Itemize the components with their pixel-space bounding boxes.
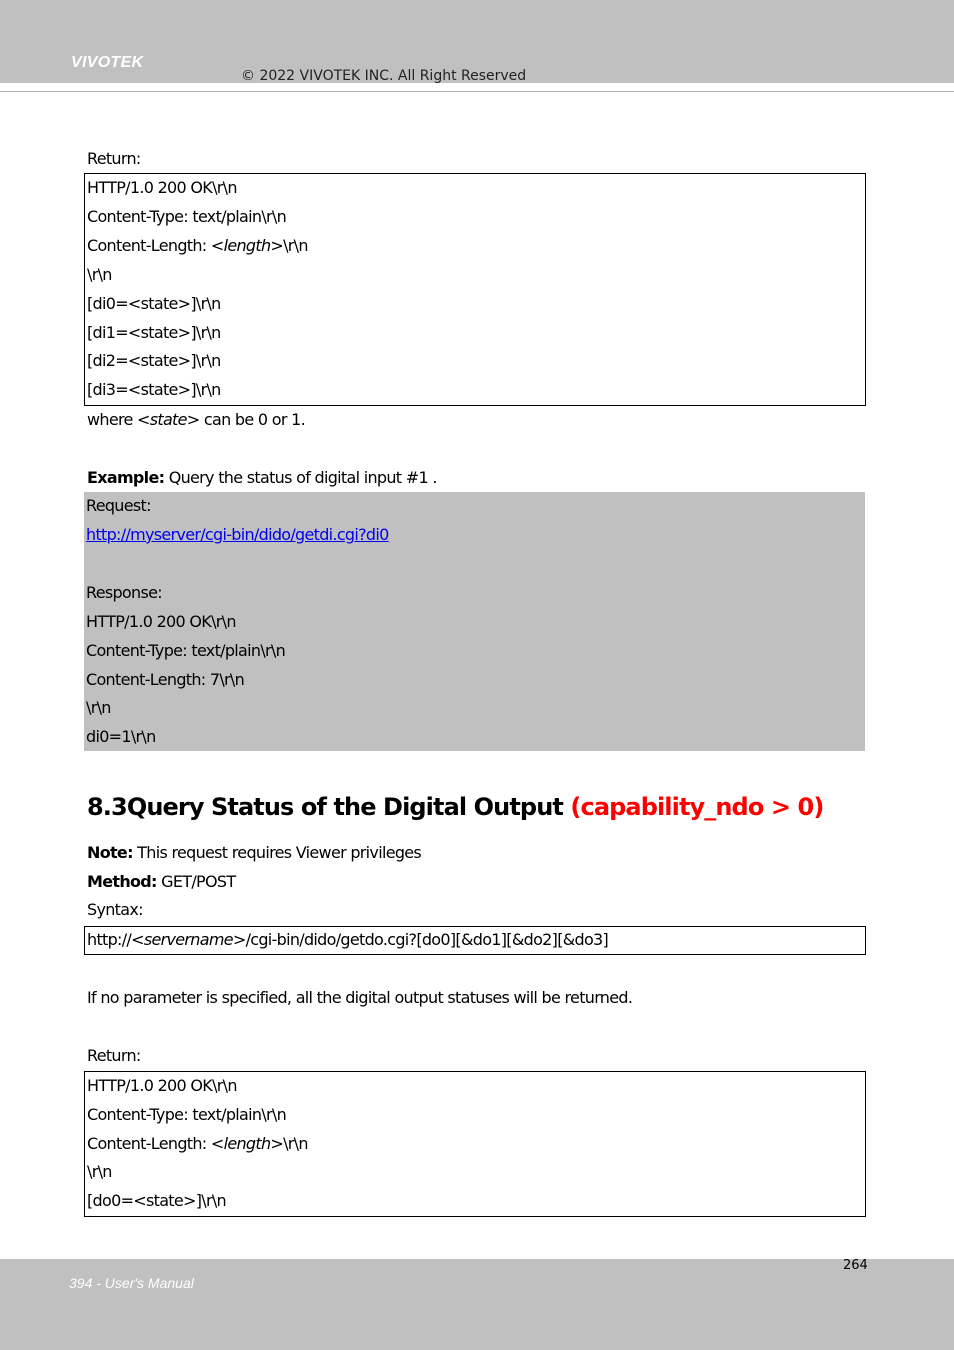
- return-code-box: [84, 173, 866, 406]
- header-divider: [0, 91, 954, 92]
- response-line: Content-Length: 7\r\n: [86, 670, 245, 689]
- return-label: Return:: [87, 149, 141, 168]
- example-intro: Example: Query the status of digital input #1 .: [87, 468, 437, 487]
- code-line: HTTP/1.0 200 OK\r\n: [87, 1076, 237, 1095]
- response-label: Response:: [86, 583, 162, 602]
- page-footer: [0, 1259, 954, 1350]
- manual-page-label: 394 - User's Manual: [69, 1275, 194, 1291]
- syntax-box: [84, 926, 866, 955]
- method-line: Method: GET/POST: [87, 872, 236, 891]
- copyright-notice: © 2022 VIVOTEK INC. All Right Reserved: [241, 68, 527, 84]
- example-block: [84, 492, 865, 751]
- section-heading: 8.3Query Status of the Digital Output (capability_ndo > 0): [87, 793, 824, 821]
- no-parameter-note: If no parameter is specified, all the digital output statuses will be returned.: [87, 988, 633, 1007]
- response-line: di0=1\r\n: [86, 727, 156, 746]
- return-label: Return:: [87, 1046, 141, 1065]
- capability-condition: (capability_ndo > 0): [570, 793, 824, 821]
- code-line: [di0=<state>]\r\n: [87, 294, 221, 313]
- code-line: [di3=<state>]\r\n: [87, 380, 221, 399]
- request-url-link[interactable]: [86, 525, 389, 545]
- code-line: \r\n: [87, 265, 112, 284]
- request-url[interactable]: http://myserver/cgi-bin/dido/getdi.cgi?di0: [86, 525, 389, 544]
- page-number: 264: [843, 1258, 868, 1273]
- state-explanation: where <state> can be 0 or 1.: [87, 410, 305, 429]
- response-line: HTTP/1.0 200 OK\r\n: [86, 612, 236, 631]
- brand-logo: VIVOTEK: [71, 54, 144, 71]
- code-line: [di1=<state>]\r\n: [87, 323, 221, 342]
- code-line: Content-Type: text/plain\r\n: [87, 1105, 287, 1124]
- code-line: [di2=<state>]\r\n: [87, 351, 221, 370]
- code-line: Content-Type: text/plain\r\n: [87, 207, 287, 226]
- note-line: Note: This request requires Viewer privileges: [87, 843, 422, 862]
- return-code-box: [84, 1071, 866, 1217]
- response-line: \r\n: [86, 698, 111, 717]
- response-line: Content-Type: text/plain\r\n: [86, 641, 286, 660]
- syntax-label: Syntax:: [87, 900, 143, 919]
- code-line: \r\n: [87, 1162, 112, 1181]
- code-line: Content-Length: <length>\r\n: [87, 236, 308, 255]
- syntax-line: http://<servername>/cgi-bin/dido/getdo.cgi?[do0][&do1][&do2][&do3]: [87, 930, 609, 949]
- code-line: HTTP/1.0 200 OK\r\n: [87, 178, 237, 197]
- code-line: Content-Length: <length>\r\n: [87, 1134, 308, 1153]
- request-label: Request:: [86, 496, 151, 515]
- code-line: [do0=<state>]\r\n: [87, 1191, 226, 1210]
